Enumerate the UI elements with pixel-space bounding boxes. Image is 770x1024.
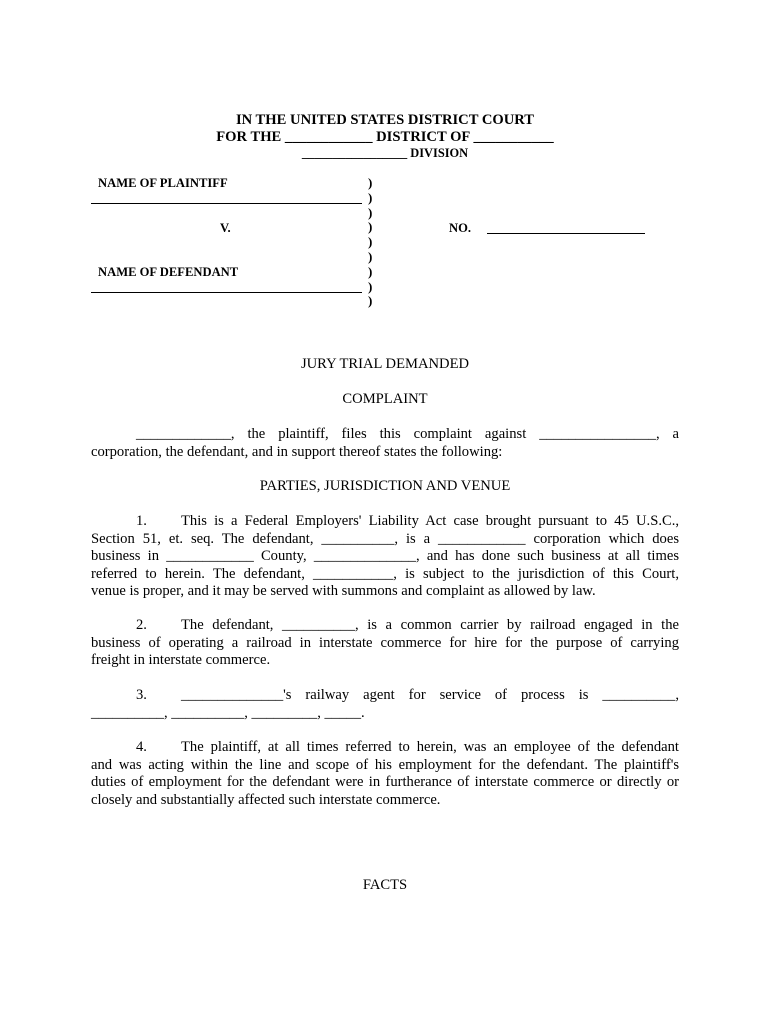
case-number-line: [487, 233, 645, 234]
district-line: FOR THE ____________ DISTRICT OF ___________: [216, 129, 554, 145]
paragraph-line: __________, __________, _________, _____.: [91, 704, 365, 721]
paragraph-number: 2.: [136, 617, 147, 633]
paragraph-text: This is a Federal Employers' Liability Act case brought pursuant to 45 U.S.C.,: [181, 513, 679, 529]
intro-paragraph: [91, 426, 679, 461]
paragraph-line: business of operating a railroad in interstate commerce for hire for the purpose of carrying: [91, 634, 679, 651]
defendant-label: NAME OF DEFENDANT: [98, 265, 239, 279]
paragraph-line: freight in interstate commerce.: [91, 652, 271, 669]
intro-line: corporation, the defendant, and in support thereof states the following:: [91, 443, 503, 460]
paragraph-number: 3.: [136, 687, 147, 703]
parties-heading: PARTIES, JURISDICTION AND VENUE: [259, 478, 511, 494]
paragraph-line: and was acting within the line and scope of his employment for the defendant. The plaintiff's: [91, 756, 679, 773]
case-number-label: NO.: [449, 221, 472, 235]
paren: ): [368, 263, 373, 279]
division-line: _________________ DIVISION: [301, 146, 469, 160]
paragraph-3: [91, 687, 679, 722]
paren: ): [368, 175, 373, 190]
paragraph-text: The plaintiff, at all times referred to herein, was an employee of the defendant: [181, 739, 679, 755]
jury-demand-title: JURY TRIAL DEMANDED: [300, 356, 470, 372]
paragraph-line: business in ____________ County, ______________, and has done such business at all times: [91, 548, 679, 565]
complaint-title: COMPLAINT: [342, 391, 428, 407]
versus-label: V.: [220, 221, 231, 235]
paragraph-number: 4.: [136, 739, 147, 755]
paragraph-line: venue is proper, and it may be served with summons and complaint as allowed by law.: [91, 583, 596, 600]
paren: ): [368, 189, 373, 205]
plaintiff-label: NAME OF PLAINTIFF: [98, 176, 228, 190]
paragraph-1: [91, 513, 679, 601]
plaintiff-name-line: [91, 203, 362, 204]
paren: ): [368, 293, 373, 309]
paragraph-line: [91, 513, 679, 531]
paragraph-2: [91, 617, 679, 670]
caption-parentheses: [368, 176, 380, 309]
paragraph-line: [91, 617, 679, 635]
court-title: IN THE UNITED STATES DISTRICT COURT: [235, 112, 535, 128]
intro-line: _____________, the plaintiff, files this complaint against ________________, a: [136, 426, 679, 442]
paren: ): [368, 204, 373, 220]
defendant-name-line: [91, 292, 362, 293]
paren: ): [368, 234, 373, 250]
paragraph-line: referred to herein. The defendant, ___________, is subject to the jurisdiction of this Court,: [91, 565, 679, 582]
paragraph-line: closely and substantially affected such interstate commerce.: [91, 791, 441, 808]
facts-heading: FACTS: [362, 877, 408, 893]
paragraph-text: ______________'s railway agent for service of process is __________,: [181, 687, 679, 703]
paragraph-line: duties of employment for the defendant were in furtherance of interstate commerce or directly or: [91, 774, 679, 791]
paragraph-line: [91, 739, 679, 757]
paragraph-4: [91, 739, 679, 809]
paren: ): [368, 248, 373, 264]
paragraph-line: [91, 687, 679, 705]
paragraph-number: 1.: [136, 513, 147, 529]
paren: ): [368, 278, 373, 294]
paragraph-text: The defendant, __________, is a common carrier by railroad engaged in the: [181, 617, 679, 633]
paren: ): [368, 219, 373, 235]
paragraph-line: Section 51, et. seq. The defendant, __________, is a ____________ corporation which does: [91, 530, 679, 547]
